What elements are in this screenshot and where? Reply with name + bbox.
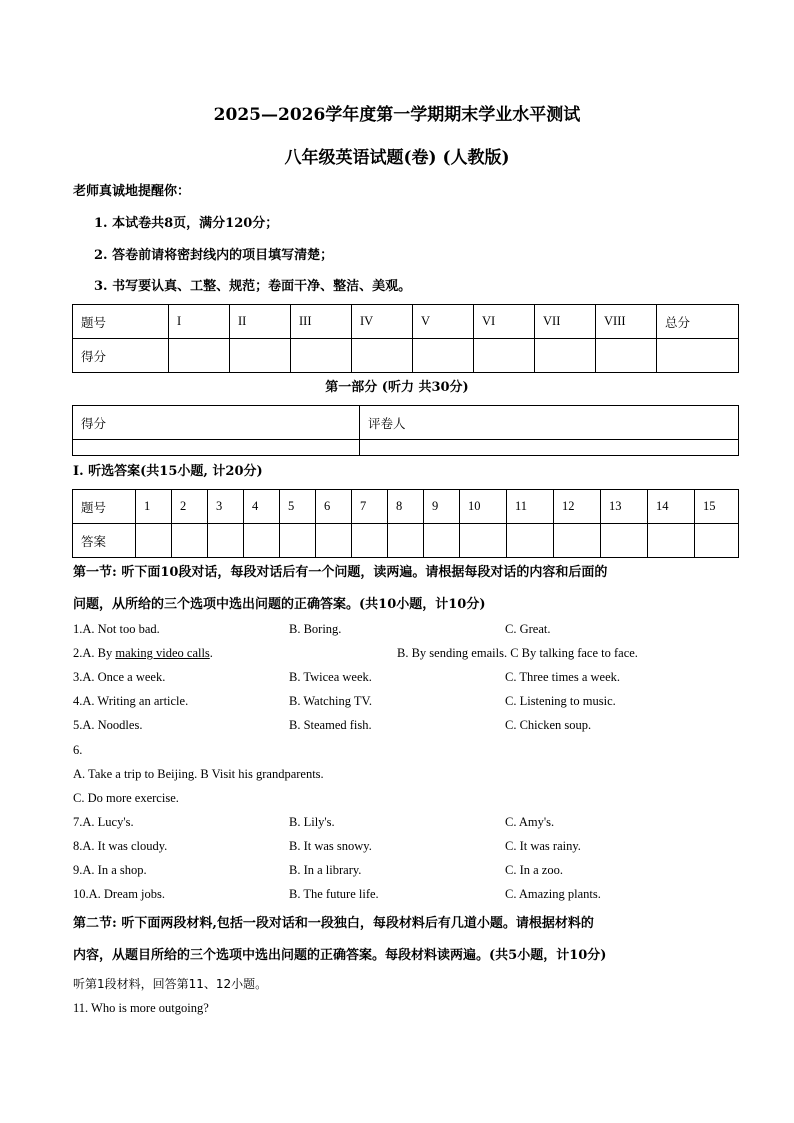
q3-option-a: 3.A. Once a week. <box>73 670 166 684</box>
score-row-label: 得分 <box>73 339 169 373</box>
q2-option-a <box>73 646 213 661</box>
q6-option-c: C. Do more exercise. <box>73 791 179 805</box>
q2-option-a-prefix: 2.A. By <box>73 646 116 660</box>
score-col: IV <box>352 305 413 339</box>
q1-option-a: 1.A. Not too bad. <box>73 622 160 636</box>
answer-num: 12 <box>554 490 601 524</box>
answer-cell[interactable] <box>208 524 244 558</box>
score-cell[interactable] <box>413 339 474 373</box>
q8-option-c: C. It was rainy. <box>505 839 581 853</box>
grader-score-label: 得分 <box>73 406 360 440</box>
answer-num: 5 <box>280 490 316 524</box>
section2-instructions: 内容，从题目所给的三个选项中选出问题的正确答案。每段材料读两遍。(共5小题，计10分) <box>73 948 607 963</box>
q7-option-b: B. Lily's. <box>289 815 335 829</box>
score-col: III <box>291 305 352 339</box>
answer-num: 1 <box>136 490 172 524</box>
grader-score-cell[interactable] <box>73 440 360 456</box>
notice-item: 3. 书写要认真、工整、规范；卷面干净、整洁、美观。 <box>94 279 412 294</box>
answer-num: 4 <box>244 490 280 524</box>
exam-subtitle: 八年级英语试题(卷) (人教版) <box>284 148 510 168</box>
q8-option-a: 8.A. It was cloudy. <box>73 839 168 853</box>
score-cell[interactable] <box>291 339 352 373</box>
answer-num: 2 <box>172 490 208 524</box>
score-cell[interactable] <box>352 339 413 373</box>
answer-cell[interactable] <box>388 524 424 558</box>
section2-instructions: 第二节: 听下面两段材料,包括一段对话和一段独白，每段材料后有几道小题。请根据材料的 <box>73 916 594 931</box>
answer-num: 10 <box>460 490 507 524</box>
answer-cell[interactable] <box>424 524 460 558</box>
q10-option-c: C. Amazing plants. <box>505 887 601 901</box>
q10-option-b: B. The future life. <box>289 887 379 901</box>
notice-item: 1. 本试卷共8页，满分120分； <box>94 216 279 231</box>
answer-cell[interactable] <box>695 524 739 558</box>
notice-heading: 老师真诚地提醒你： <box>73 184 191 199</box>
answer-cell[interactable] <box>507 524 554 558</box>
q2-option-a-underlined: making video calls <box>115 646 210 660</box>
q7-option-a: 7.A. Lucy's. <box>73 815 134 829</box>
answer-num: 11 <box>507 490 554 524</box>
score-col: I <box>169 305 230 339</box>
q5-option-a: 5.A. Noodles. <box>73 718 143 732</box>
q5-option-c: C. Chicken soup. <box>505 718 592 732</box>
section1-instructions: 第一节: 听下面10段对话，每段对话后有一个问题，读两遍。请根据每段对话的内容和后面的 <box>73 565 608 580</box>
q3-option-b: B. Twicea week. <box>289 670 372 684</box>
q2-options-bc: B. By sending emails. C By talking face to face. <box>397 646 638 660</box>
q1-option-c: C. Great. <box>505 622 551 636</box>
answer-num: 9 <box>424 490 460 524</box>
answer-cell[interactable] <box>136 524 172 558</box>
grader-name-cell[interactable] <box>360 440 739 456</box>
score-col: VIII <box>596 305 657 339</box>
answer-num: 8 <box>388 490 424 524</box>
score-col: V <box>413 305 474 339</box>
q5-option-b: B. Steamed fish. <box>289 718 372 732</box>
answer-num: 14 <box>648 490 695 524</box>
answer-cell[interactable] <box>648 524 695 558</box>
answer-cell[interactable] <box>460 524 507 558</box>
q10-option-a: 10.A. Dream jobs. <box>73 887 165 901</box>
grader-label: 评卷人 <box>360 406 739 440</box>
section1-title: Ⅰ. 听选答案(共15小题, 计20分) <box>73 464 263 479</box>
answer-cell[interactable] <box>244 524 280 558</box>
answer-num: 7 <box>352 490 388 524</box>
q2-option-a-suffix: . <box>209 646 213 660</box>
q9-option-b: B. In a library. <box>289 863 362 877</box>
answer-cell[interactable] <box>554 524 601 558</box>
q8-option-b: B. It was snowy. <box>289 839 372 853</box>
q4-option-b: B. Watching TV. <box>289 694 373 708</box>
exam-title: 2025—2026学年度第一学期期末学业水平测试 <box>213 105 581 125</box>
answer-num: 13 <box>601 490 648 524</box>
q4-option-a: 4.A. Writing an article. <box>73 694 189 708</box>
q3-option-c: C. Three times a week. <box>505 670 621 684</box>
section2-note: 听第1段材料，回答第11、12小题。 <box>73 977 268 991</box>
q11-question: 11. Who is more outgoing? <box>73 1001 209 1015</box>
answer-cell[interactable] <box>172 524 208 558</box>
answer-cell[interactable] <box>601 524 648 558</box>
score-table-header: 题号 <box>73 305 169 339</box>
answer-num: 6 <box>316 490 352 524</box>
q1-option-b: B. Boring. <box>289 622 342 636</box>
score-cell[interactable] <box>596 339 657 373</box>
q9-option-a: 9.A. In a shop. <box>73 863 147 877</box>
score-total-header: 总分 <box>657 305 739 339</box>
answer-cell[interactable] <box>280 524 316 558</box>
q6-options-ab: A. Take a trip to Beijing. B Visit his grandparents. <box>73 767 324 781</box>
score-col: II <box>230 305 291 339</box>
score-cell[interactable] <box>535 339 596 373</box>
answer-table <box>72 489 739 558</box>
q7-option-c: C. Amy's. <box>505 815 555 829</box>
score-cell[interactable] <box>474 339 535 373</box>
answer-row-label: 答案 <box>73 524 136 558</box>
part1-title: 第一部分 (听力 共30分) <box>325 380 469 395</box>
grader-table <box>72 405 739 456</box>
score-col: VII <box>535 305 596 339</box>
score-col: VI <box>474 305 535 339</box>
answer-num: 15 <box>695 490 739 524</box>
score-cell[interactable] <box>657 339 739 373</box>
score-cell[interactable] <box>169 339 230 373</box>
q9-option-c: C. In a zoo. <box>505 863 563 877</box>
score-table <box>72 304 739 373</box>
q4-option-c: C. Listening to music. <box>505 694 616 708</box>
score-cell[interactable] <box>230 339 291 373</box>
answer-num: 3 <box>208 490 244 524</box>
section1-instructions: 问题，从所给的三个选项中选出问题的正确答案。(共10小题，计10分) <box>73 597 486 612</box>
q6-number: 6. <box>73 743 83 757</box>
notice-item: 2. 答卷前请将密封线内的项目填写清楚； <box>94 248 334 263</box>
answer-table-header: 题号 <box>73 490 136 524</box>
answer-cell[interactable] <box>316 524 352 558</box>
answer-cell[interactable] <box>352 524 388 558</box>
